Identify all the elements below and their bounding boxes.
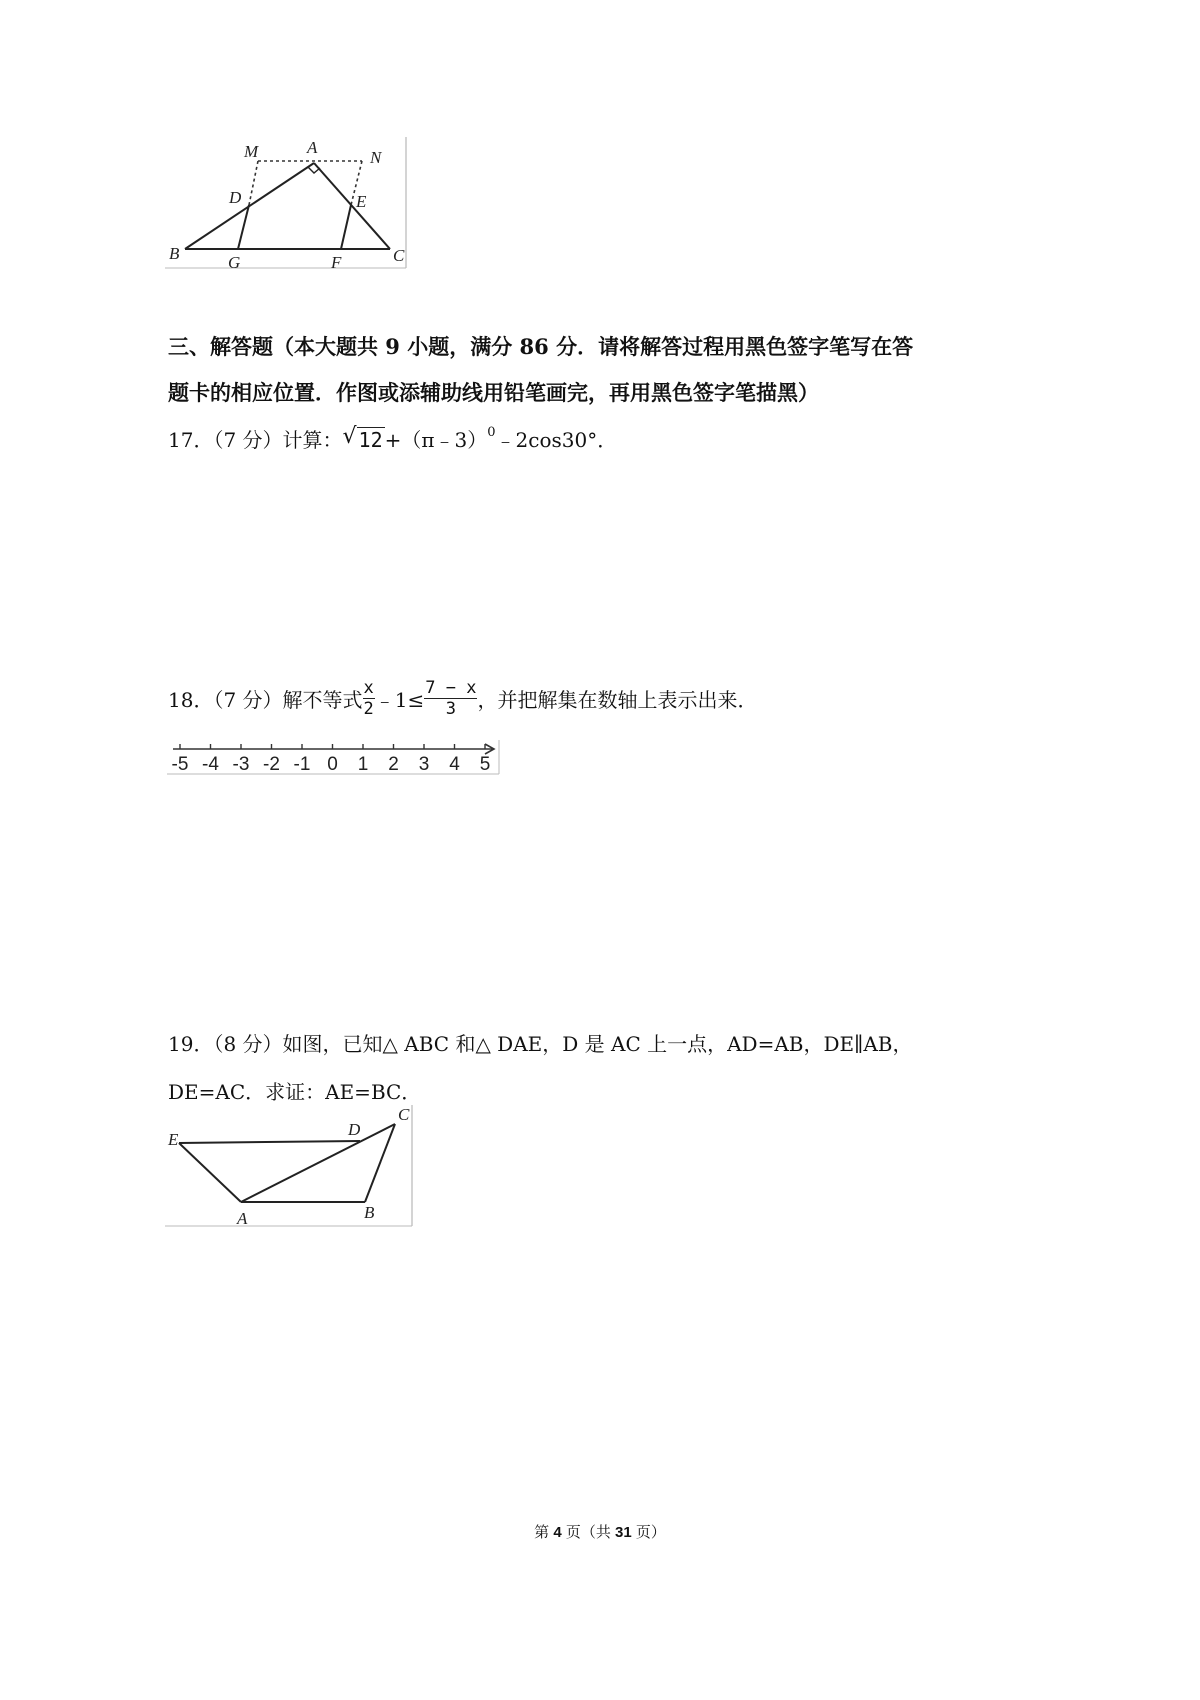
- line-md: [249, 161, 258, 205]
- frac1-numerator: x: [363, 678, 374, 698]
- figure-triangle-mn: [165, 135, 415, 275]
- q18-prefix: 18．（7 分）解不等式: [168, 688, 363, 712]
- number-line-label: 4: [449, 754, 460, 775]
- footer-mid: 页（共: [561, 1524, 615, 1541]
- label-A2: A: [237, 1209, 248, 1228]
- section-heading: [168, 324, 968, 416]
- label-B2: B: [364, 1203, 375, 1222]
- number-line-label: -5: [171, 754, 189, 775]
- frac2-numerator: 7 − x: [425, 678, 477, 698]
- q19-line2: DE=AC．求证：AE=BC．: [168, 1080, 422, 1104]
- number-line: [167, 740, 503, 776]
- section-heading-line1: 三、解答题（本大题共 9 小题，满分 86 分．请将解答过程用黑色签字笔写在答: [168, 334, 914, 359]
- label-F: F: [331, 253, 342, 272]
- q17-mid: +（π﹣3）: [384, 428, 488, 452]
- label-M: M: [244, 142, 259, 161]
- label-N: N: [370, 148, 382, 167]
- q17-radicand: 12: [358, 428, 383, 452]
- number-line-label: -4: [202, 754, 219, 775]
- sqrt-sign: √: [342, 424, 357, 449]
- figure-quadrilateral-edacb: [165, 1103, 415, 1228]
- question-19: [168, 1020, 913, 1116]
- number-line-label: 3: [418, 754, 430, 775]
- section-heading-line2: 题卡的相应位置．作图或添辅助线用铅笔画完，再用黑色签字笔描黑）: [168, 380, 819, 405]
- question-18: [168, 678, 757, 719]
- line-ac: [314, 163, 390, 249]
- label-B: B: [169, 244, 180, 263]
- label-C2: C: [398, 1105, 410, 1124]
- label-A: A: [307, 138, 318, 157]
- label-D2: D: [348, 1120, 361, 1139]
- q17-exponent: 0: [487, 425, 496, 440]
- line-bc: [365, 1124, 395, 1202]
- line-ac: [241, 1124, 395, 1202]
- line-ef: [341, 205, 351, 249]
- q17-prefix: 17．（7 分）计算：: [168, 428, 343, 452]
- number-line-label: -3: [232, 754, 250, 775]
- number-line-label: 2: [388, 754, 399, 775]
- number-line-label: -2: [263, 754, 280, 775]
- label-C: C: [393, 246, 405, 265]
- label-D: D: [229, 188, 242, 207]
- number-line-label: 0: [327, 754, 338, 775]
- label-E: E: [356, 192, 367, 211]
- line-ea: [179, 1143, 241, 1202]
- footer-total-pages: 31: [615, 1524, 632, 1541]
- number-line-label: -1: [293, 754, 311, 775]
- page-footer: [0, 1521, 1200, 1542]
- fraction-x-over-2: [363, 678, 375, 719]
- line-ed: [179, 1141, 360, 1143]
- frac2-denominator: 3: [445, 699, 456, 719]
- q17-suffix: ﹣2cos30°．: [495, 428, 618, 452]
- frac1-denominator: 2: [363, 699, 374, 719]
- question-17: [168, 424, 617, 453]
- label-G: G: [228, 253, 241, 272]
- sqrt-expression: [342, 424, 385, 452]
- fraction-7-minus-x-over-3: [424, 678, 477, 719]
- footer-post: 页）: [631, 1524, 666, 1541]
- q18-middle: ﹣1≤: [374, 688, 425, 712]
- footer-pre: 第: [534, 1524, 554, 1541]
- label-E2: E: [168, 1130, 179, 1149]
- footer-page-number: 4: [553, 1524, 562, 1541]
- q18-suffix: ，并把解集在数轴上表示出来．: [477, 688, 758, 712]
- number-line-label: 5: [479, 754, 491, 775]
- q19-line1: 19．（8 分）如图，已知△ ABC 和△ DAE，D 是 AC 上一点，AD=AB，DE∥AB，: [168, 1032, 913, 1056]
- number-line-label: 1: [357, 754, 369, 775]
